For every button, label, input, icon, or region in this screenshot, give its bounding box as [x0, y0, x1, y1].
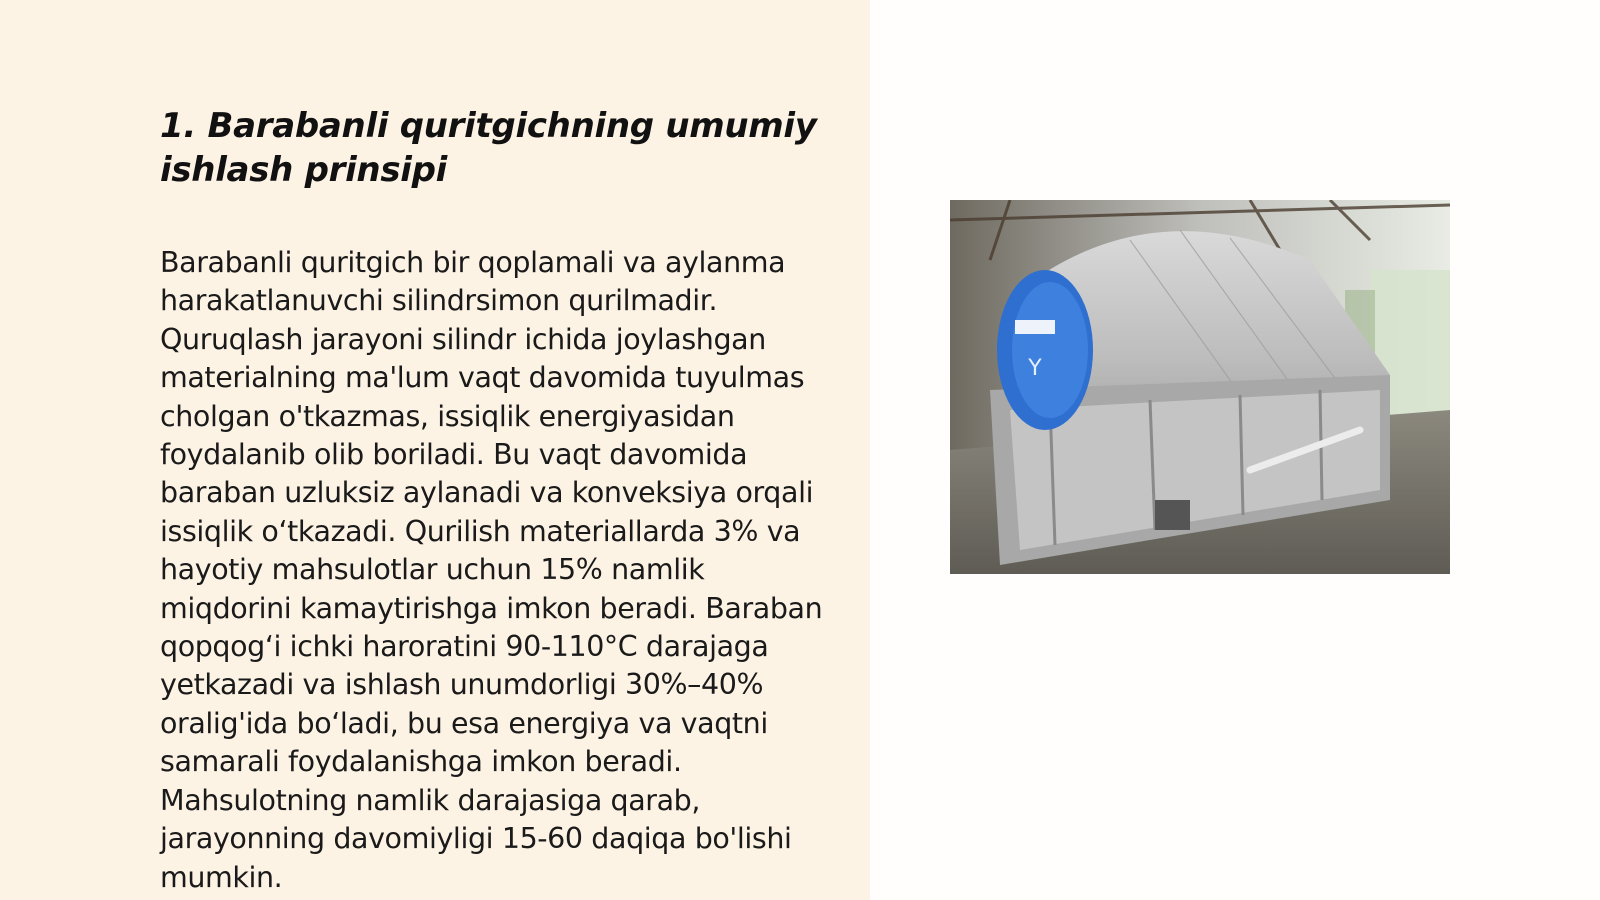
svg-text:Y: Y	[1028, 356, 1042, 381]
side-vent	[1155, 500, 1190, 530]
slide-title: 1. Barabanli quritgichning umumiy ishlash prinsipi	[160, 106, 817, 190]
slide-body-text: Barabanli quritgich bir qoplamali va aylanma harakatlanuvchi silindrsimon qurilmadir. Quruqlash jarayoni silindr ichida joylashgan materialning ma'lum vaqt davomida tuyulmas cholgan o'tkazmas, issiqlik energiyasidan foydalanib olib boriladi. Bu vaqt davomida baraban uzluksiz aylanadi va konveksiya orqali issiqlik o‘tkazadi. Qurilish materiallarda 3% va hayotiy mahsulotlar uchun 15% namlik miqdorini kamaytirishga imkon beradi. Baraban qopqog‘i ichki haroratini 90-110°C darajaga yetkazadi va ishlash unumdorligi 30%–40% oralig'ida bo‘ladi, bu esa energiya va vaqtni samarali foydalanishga imkon beradi. Mahsulotning namlik darajasiga qarab, jarayonning davomiyligi 15-60 daqiqa bo'lishi mumkin.	[160, 246, 823, 894]
end-cap-label	[1015, 320, 1055, 334]
drum-dryer-photo	[950, 200, 1450, 574]
